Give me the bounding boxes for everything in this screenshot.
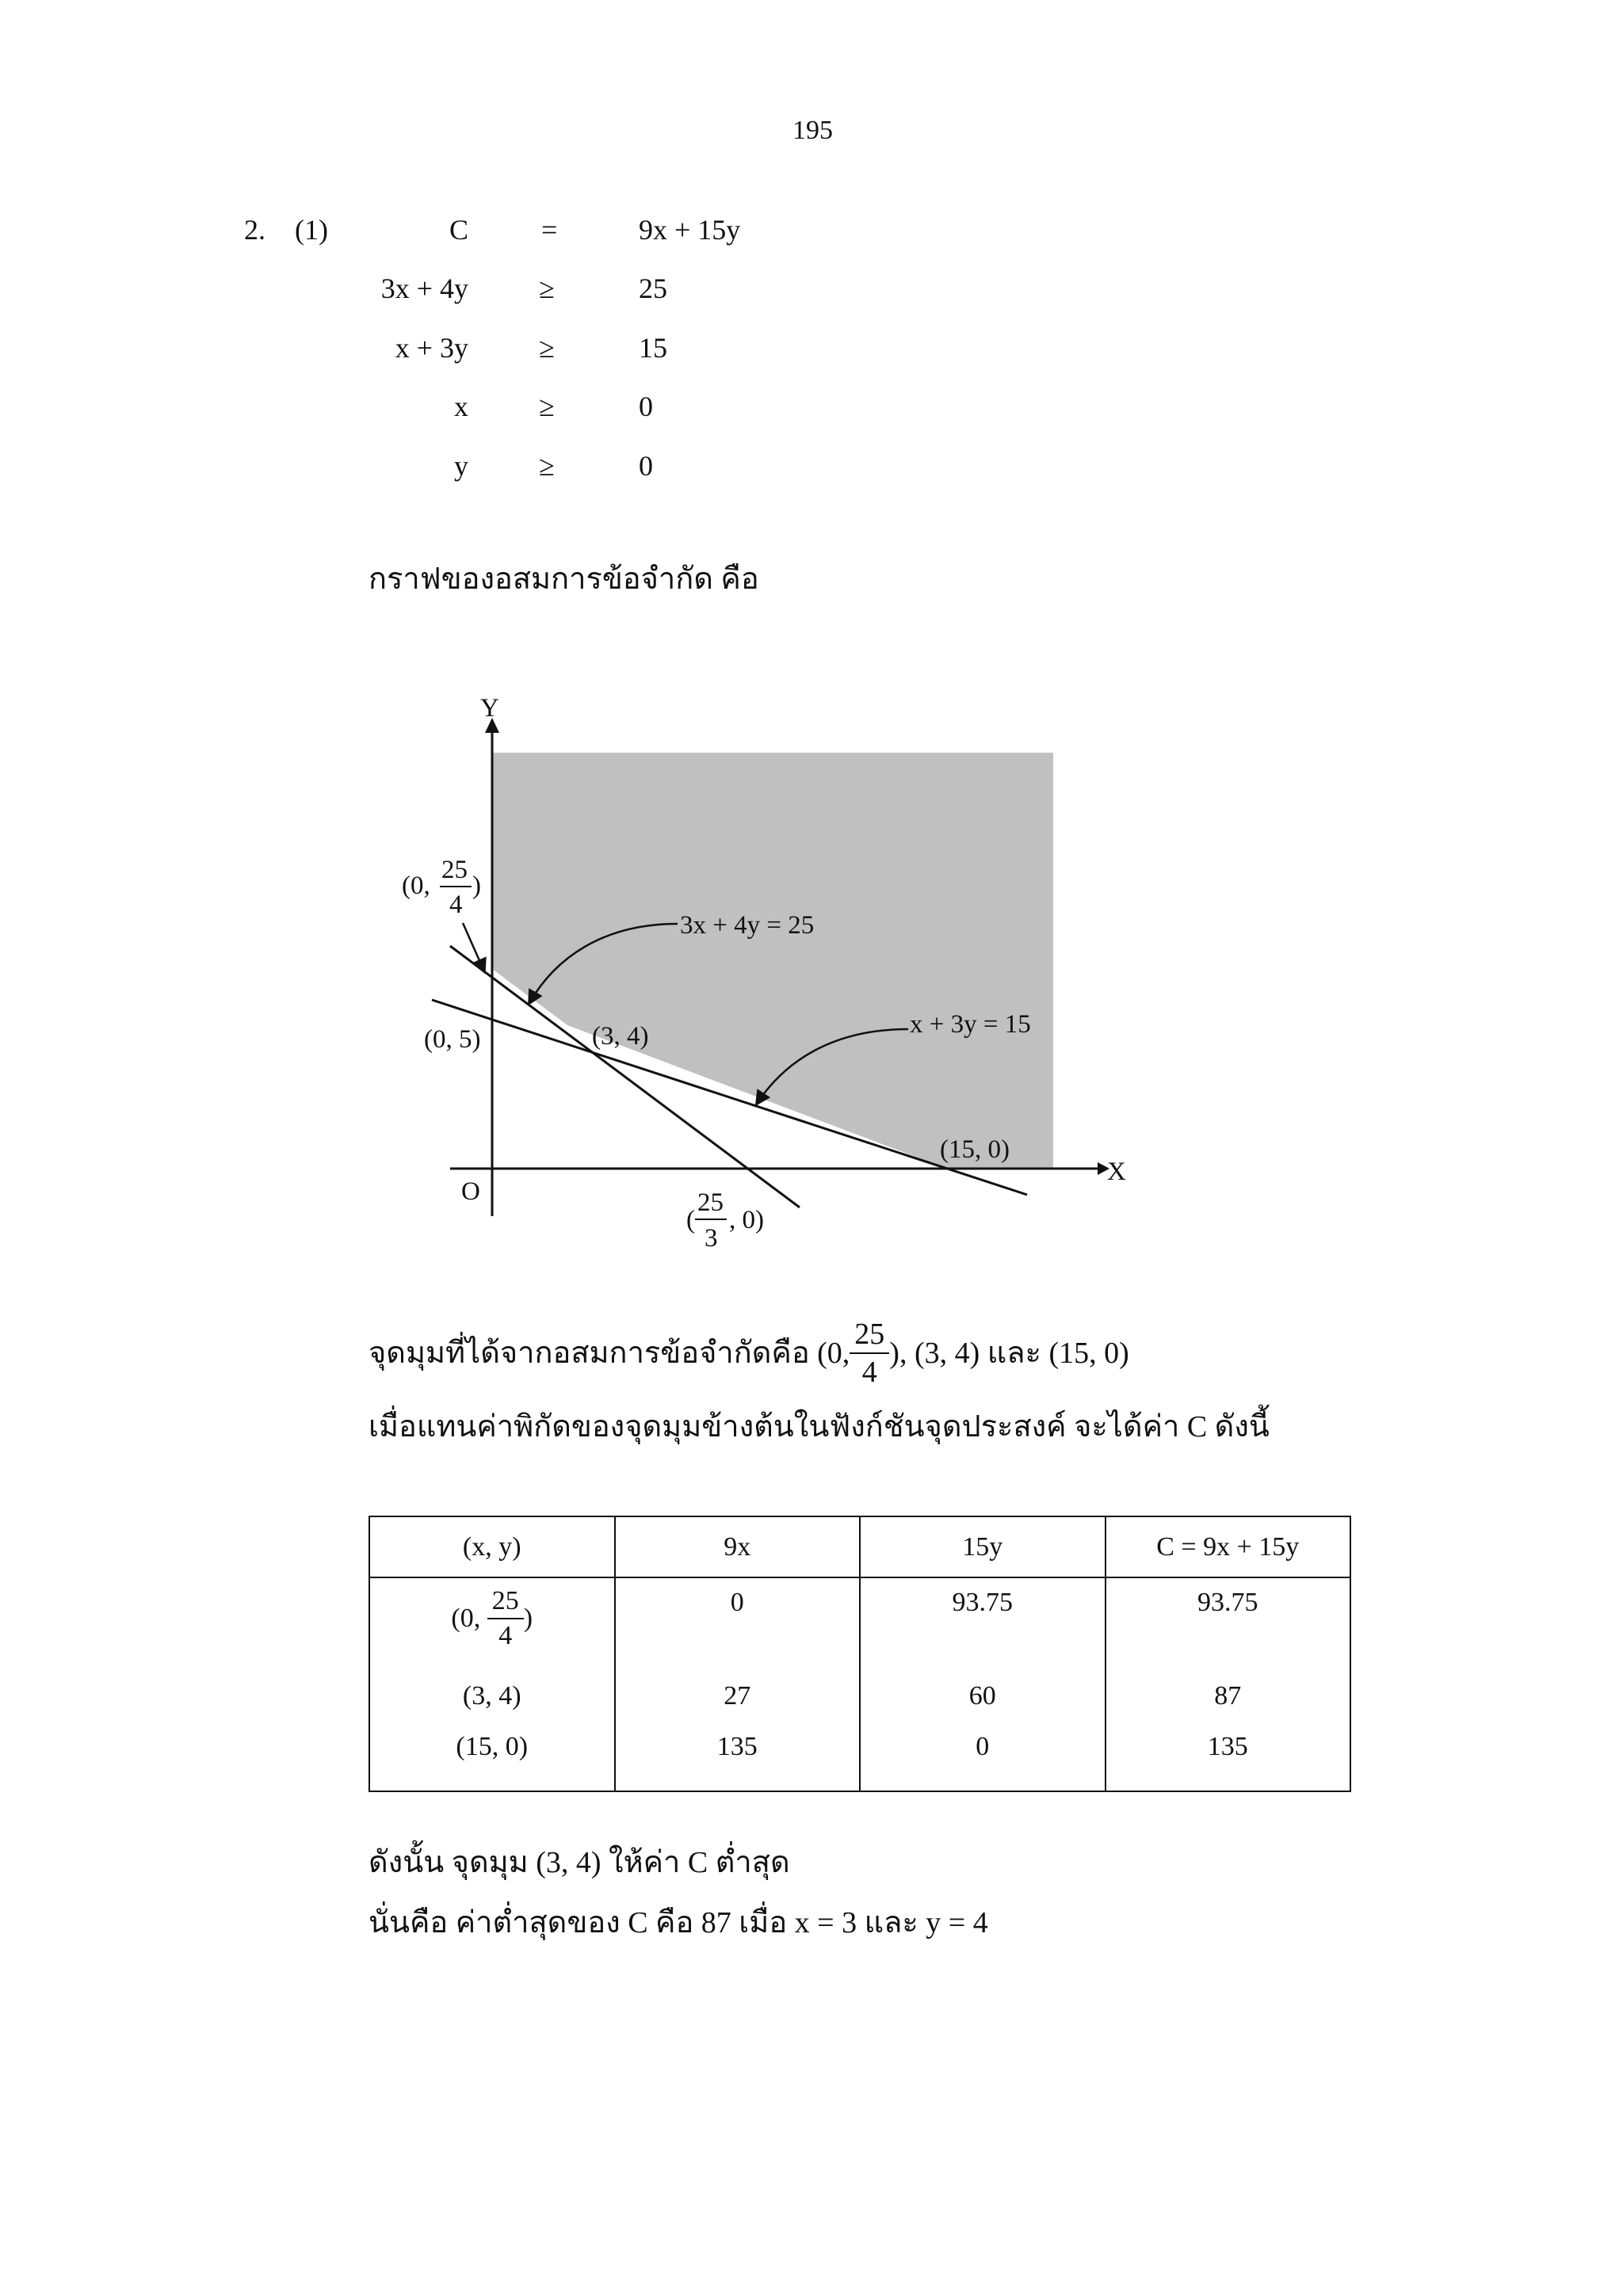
constraint-lhs: x — [454, 391, 468, 422]
table-header-row — [369, 1516, 1350, 1577]
constraint-rhs: 0 — [639, 450, 653, 482]
constraint-op: ≥ — [539, 391, 555, 422]
constraint-lhs: x + 3y — [395, 332, 468, 364]
constraint-rhs: 0 — [639, 391, 653, 422]
table-cell-point: (15, 0) — [369, 1726, 615, 1791]
point-frac-num: 25 — [487, 1588, 524, 1619]
table-cell: 60 — [860, 1667, 1106, 1726]
point-x-intercept-line1-den: 3 — [705, 1224, 718, 1253]
point-y-intercept-line1-pre: (0, — [402, 871, 430, 900]
substitute-sentence: เมื่อแทนค่าพิกัดของจุดมุมข้างต้นในฟังก์ชันจุดประสงค์ จะได้ค่า C ดังนี้ — [369, 1410, 1270, 1444]
constraint-lhs: C — [449, 214, 468, 246]
table-row — [369, 1577, 1350, 1667]
point-y-intercept-line1-num: 25 — [441, 856, 468, 884]
point-fraction — [487, 1588, 524, 1650]
constraint-op: ≥ — [539, 332, 555, 364]
corner-fraction — [850, 1319, 889, 1387]
point-post: ) — [523, 1604, 533, 1633]
conclusion-line-2: นั่นคือ ค่าต่ำสุดของ C คือ 87 เมื่อ x = 3 และ y = 4 — [369, 1906, 988, 1939]
page-number: 195 — [792, 116, 833, 145]
constraint-op: ≥ — [539, 273, 555, 304]
constraint-rhs: 9x + 15y — [639, 214, 741, 246]
origin-label: O — [461, 1177, 480, 1206]
corner-frac-den: 4 — [861, 1356, 877, 1389]
point-x-intercept-line1-num: 25 — [697, 1188, 724, 1217]
col-header: (x, y) — [369, 1516, 615, 1577]
table-cell: 0 — [615, 1577, 861, 1667]
col-header: 15y — [860, 1516, 1106, 1577]
table-cell: 93.75 — [860, 1577, 1106, 1667]
constraint-lhs: y — [454, 450, 468, 482]
constraint-rhs: 25 — [639, 273, 667, 304]
line2-label: x + 3y = 15 — [910, 1010, 1031, 1039]
table-row — [369, 1667, 1350, 1726]
point-y-intercept-line2: (0, 5) — [424, 1025, 481, 1054]
table-cell-point: (3, 4) — [369, 1667, 615, 1726]
feasible-region — [492, 753, 1053, 1169]
evaluation-table — [369, 1516, 1351, 1792]
col-header: 9x — [615, 1516, 861, 1577]
corner-points-sentence — [369, 1319, 1129, 1387]
conclusion-line-1: ดังนั้น จุดมุม (3, 4) ให้ค่า C ต่ำสุด — [369, 1846, 790, 1879]
point-x-intercept-line1-pre: ( — [686, 1206, 695, 1234]
table-cell-point — [369, 1577, 615, 1667]
constraint-op: ≥ — [539, 450, 555, 482]
point-x-intercept-line1-post: , 0) — [729, 1206, 764, 1234]
corner-tail: ), (3, 4) และ (15, 0) — [889, 1337, 1129, 1370]
table-cell: 0 — [860, 1726, 1106, 1791]
point-pre: (0, — [451, 1604, 481, 1633]
constraint-op: = — [541, 214, 558, 246]
corner-lead: จุดมุมที่ได้จากอสมการข้อจำกัดคือ (0, — [369, 1337, 850, 1370]
problem-number: 2. — [244, 214, 265, 246]
table-cell: 93.75 — [1106, 1577, 1351, 1667]
graph-intro: กราฟของอสมการข้อจำกัด คือ — [369, 563, 759, 596]
table-cell: 87 — [1106, 1667, 1351, 1726]
point-x-intercept-line2: (15, 0) — [940, 1135, 1010, 1164]
col-header: C = 9x + 15y — [1106, 1516, 1351, 1577]
point-intersection: (3, 4) — [592, 1022, 649, 1051]
y-axis-label: Y — [480, 694, 499, 723]
x-axis-label: X — [1107, 1158, 1126, 1186]
table-cell: 135 — [1106, 1726, 1351, 1791]
point-frac-den: 4 — [498, 1621, 513, 1650]
constraint-rhs: 15 — [639, 332, 667, 364]
point-y-intercept-line1-post: ) — [472, 871, 481, 900]
problem-part: (1) — [295, 214, 328, 246]
table-cell: 135 — [615, 1726, 861, 1791]
point-y-intercept-line1-den: 4 — [449, 891, 463, 919]
line1-label: 3x + 4y = 25 — [680, 911, 815, 940]
table-row — [369, 1726, 1350, 1791]
corner-frac-num: 25 — [850, 1319, 889, 1354]
table-cell: 27 — [615, 1667, 861, 1726]
constraint-lhs: 3x + 4y — [380, 273, 468, 304]
